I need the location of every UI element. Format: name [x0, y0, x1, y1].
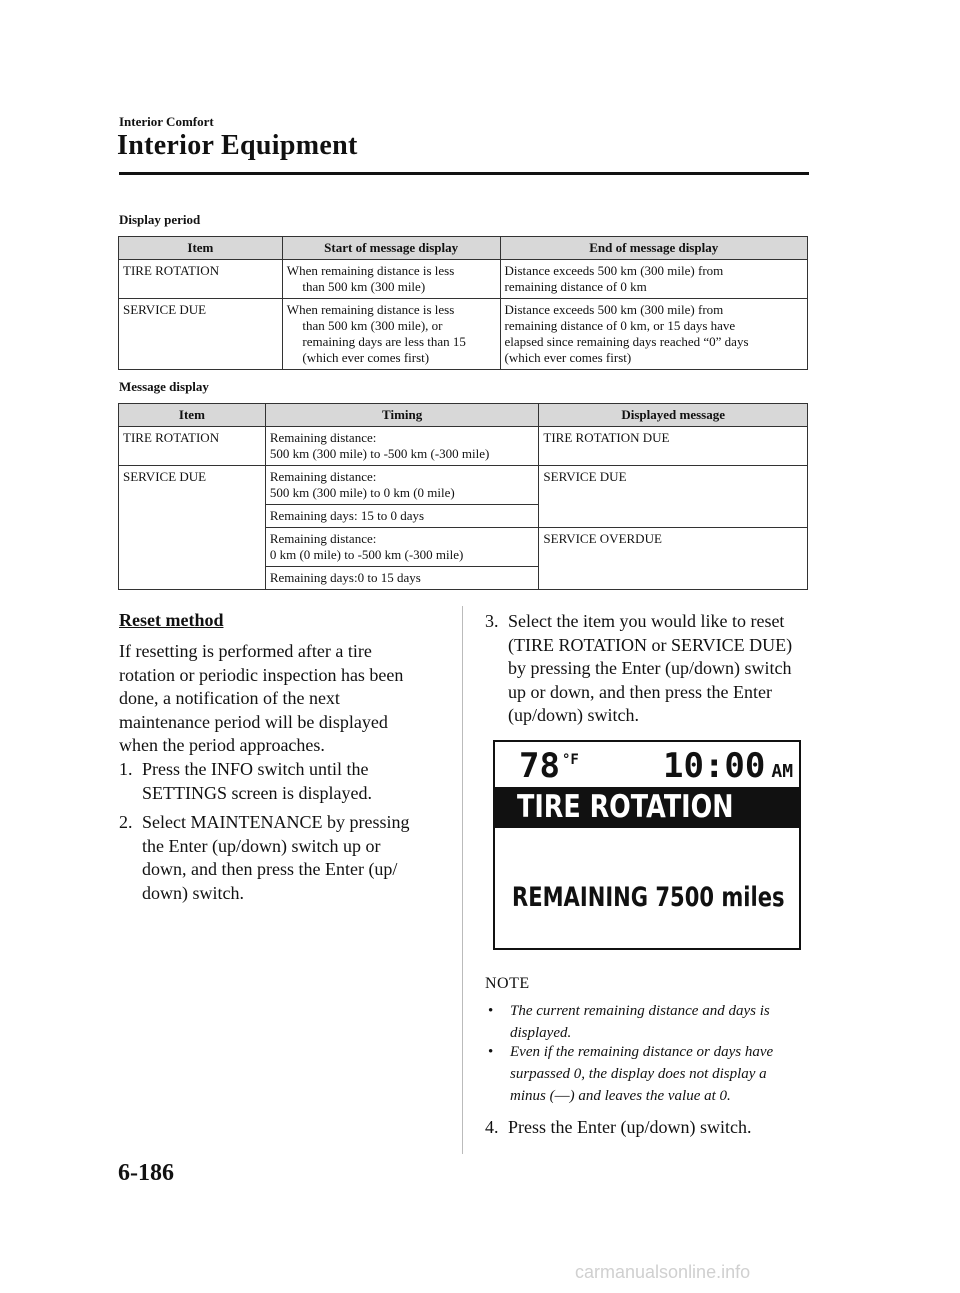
paragraph-line: If resetting is performed after a tire — [119, 641, 372, 661]
cell-timing — [265, 466, 539, 505]
display-period-table — [118, 236, 808, 370]
paragraph-line: maintenance period will be displayed — [119, 711, 388, 732]
note-item — [488, 1041, 773, 1107]
cell-line: (which ever comes first) — [302, 350, 430, 365]
section-label: Interior Comfort — [119, 114, 214, 129]
cell-line: than 500 km (300 mile), or — [302, 318, 443, 333]
column-divider — [462, 606, 463, 1154]
paragraph-line: rotation or periodic inspection has been — [119, 664, 404, 685]
table-row — [119, 260, 808, 299]
page-number: 6-186 — [118, 1160, 174, 1186]
step-line: down) switch. — [142, 882, 244, 903]
cell-line: remaining distance of 0 km, or 15 days have — [504, 318, 736, 333]
note-line: displayed. — [510, 1025, 572, 1041]
watermark-url: carmanualsonline.info — [575, 1262, 751, 1282]
step-number: 4. — [485, 1117, 499, 1137]
banner-text: TIRE ROTATION — [517, 789, 734, 825]
info-display-screen — [493, 740, 801, 950]
cell-line: elapsed since remaining days reached “0” days — [504, 334, 749, 349]
cell-end — [500, 260, 808, 299]
step-1 — [119, 758, 372, 805]
table-header-row — [119, 404, 808, 427]
bullet-icon: • — [488, 1044, 494, 1060]
cell-start — [282, 299, 500, 370]
page-title: Interior Equipment — [117, 130, 358, 161]
note-line: minus (―) and leaves the value at 0. — [510, 1088, 731, 1104]
cell-line: Distance exceeds 500 km (300 mile) from — [504, 302, 724, 317]
column-header: Timing — [265, 404, 539, 427]
table-header-row — [119, 237, 808, 260]
step-line: down, and then press the Enter (up/ — [142, 859, 398, 879]
column-header: Item — [119, 404, 266, 427]
step-line: up or down, and then press the Enter — [508, 681, 772, 702]
table-row — [119, 466, 808, 505]
cell-item: TIRE ROTATION — [119, 260, 283, 299]
step-line: by pressing the Enter (up/down) switch — [508, 658, 792, 678]
cell-line: 0 km (0 mile) to -500 km (-300 mile) — [269, 547, 464, 562]
step-4 — [485, 1116, 751, 1140]
note-line: The current remaining distance and days is — [510, 1003, 770, 1019]
step-line: Press the Enter (up/down) switch. — [508, 1117, 752, 1137]
cell-end — [500, 299, 808, 370]
cell-start — [282, 260, 500, 299]
paragraph-line: when the period approaches. — [119, 735, 325, 755]
reset-intro-paragraph — [119, 640, 403, 758]
cell-item: SERVICE DUE — [119, 299, 283, 370]
step-line: Press the INFO switch until the — [142, 759, 369, 779]
table-row — [119, 427, 808, 466]
column-header: Start of message display — [282, 237, 500, 260]
step-line: Select the item you would like to reset — [508, 611, 785, 631]
cell-line: When remaining distance is less — [286, 302, 455, 317]
cell-line: 500 km (300 mile) to -500 km (-300 mile) — [269, 446, 490, 461]
message-display-caption: Message display — [119, 379, 209, 394]
cell-line: Remaining distance: — [269, 469, 377, 484]
cell-message: TIRE ROTATION DUE — [539, 427, 808, 466]
note-line: Even if the remaining distance or days have — [510, 1044, 774, 1060]
display-period-caption: Display period — [119, 212, 201, 227]
cell-line: Remaining distance: — [269, 531, 377, 546]
message-display-table — [118, 403, 808, 590]
column-header: Displayed message — [539, 404, 808, 427]
cell-item: SERVICE DUE — [119, 466, 266, 590]
cell-timing — [265, 528, 539, 567]
table-row — [119, 299, 808, 370]
step-line: SETTINGS screen is displayed. — [142, 782, 372, 803]
cell-line: (which ever comes first) — [504, 350, 632, 365]
cell-line: remaining days are less than 15 — [302, 334, 466, 349]
step-line: (TIRE ROTATION or SERVICE DUE) — [508, 634, 793, 655]
step-3 — [485, 610, 792, 728]
step-line: the Enter (up/down) switch up or — [142, 835, 381, 856]
cell-timing: Remaining days:0 to 15 days — [265, 567, 539, 590]
cell-line: than 500 km (300 mile) — [302, 279, 426, 294]
step-number: 1. — [119, 759, 133, 779]
cell-line: Remaining distance: — [269, 430, 377, 445]
cell-line: 500 km (300 mile) to 0 km (0 mile) — [269, 485, 455, 500]
reset-method-heading: Reset method — [119, 610, 224, 630]
remaining-distance-text: REMAINING 7500 miles — [512, 882, 785, 913]
clock-readout — [663, 746, 793, 786]
step-line: (up/down) switch. — [508, 705, 639, 725]
temperature-readout — [519, 746, 579, 786]
cell-line: Distance exceeds 500 km (300 mile) from — [504, 263, 724, 278]
cell-line: When remaining distance is less — [286, 263, 455, 278]
cell-item: TIRE ROTATION — [119, 427, 266, 466]
cell-line: remaining distance of 0 km — [504, 279, 647, 294]
bullet-icon: • — [488, 1003, 494, 1019]
note-item — [488, 1000, 770, 1044]
title-rule — [119, 172, 809, 175]
cell-message: SERVICE OVERDUE — [539, 528, 808, 590]
column-header: End of message display — [500, 237, 808, 260]
clock-time: 10:00 — [663, 746, 766, 786]
step-line: Select MAINTENANCE by pressing — [142, 812, 410, 832]
cell-message: SERVICE DUE — [539, 466, 808, 528]
note-line: surpassed 0, the display does not display a — [510, 1066, 767, 1082]
paragraph-line: done, a notification of the next — [119, 688, 340, 708]
step-number: 3. — [485, 611, 499, 631]
column-header: Item — [119, 237, 283, 260]
step-number: 2. — [119, 812, 133, 832]
cell-timing: Remaining days: 15 to 0 days — [265, 505, 539, 528]
temperature-value: 78 — [519, 746, 560, 786]
message-banner — [495, 787, 799, 828]
clock-ampm: AM — [771, 761, 794, 782]
note-title: NOTE — [485, 975, 530, 992]
step-2 — [119, 811, 409, 905]
temperature-unit: °F — [561, 752, 579, 768]
cell-timing — [265, 427, 539, 466]
